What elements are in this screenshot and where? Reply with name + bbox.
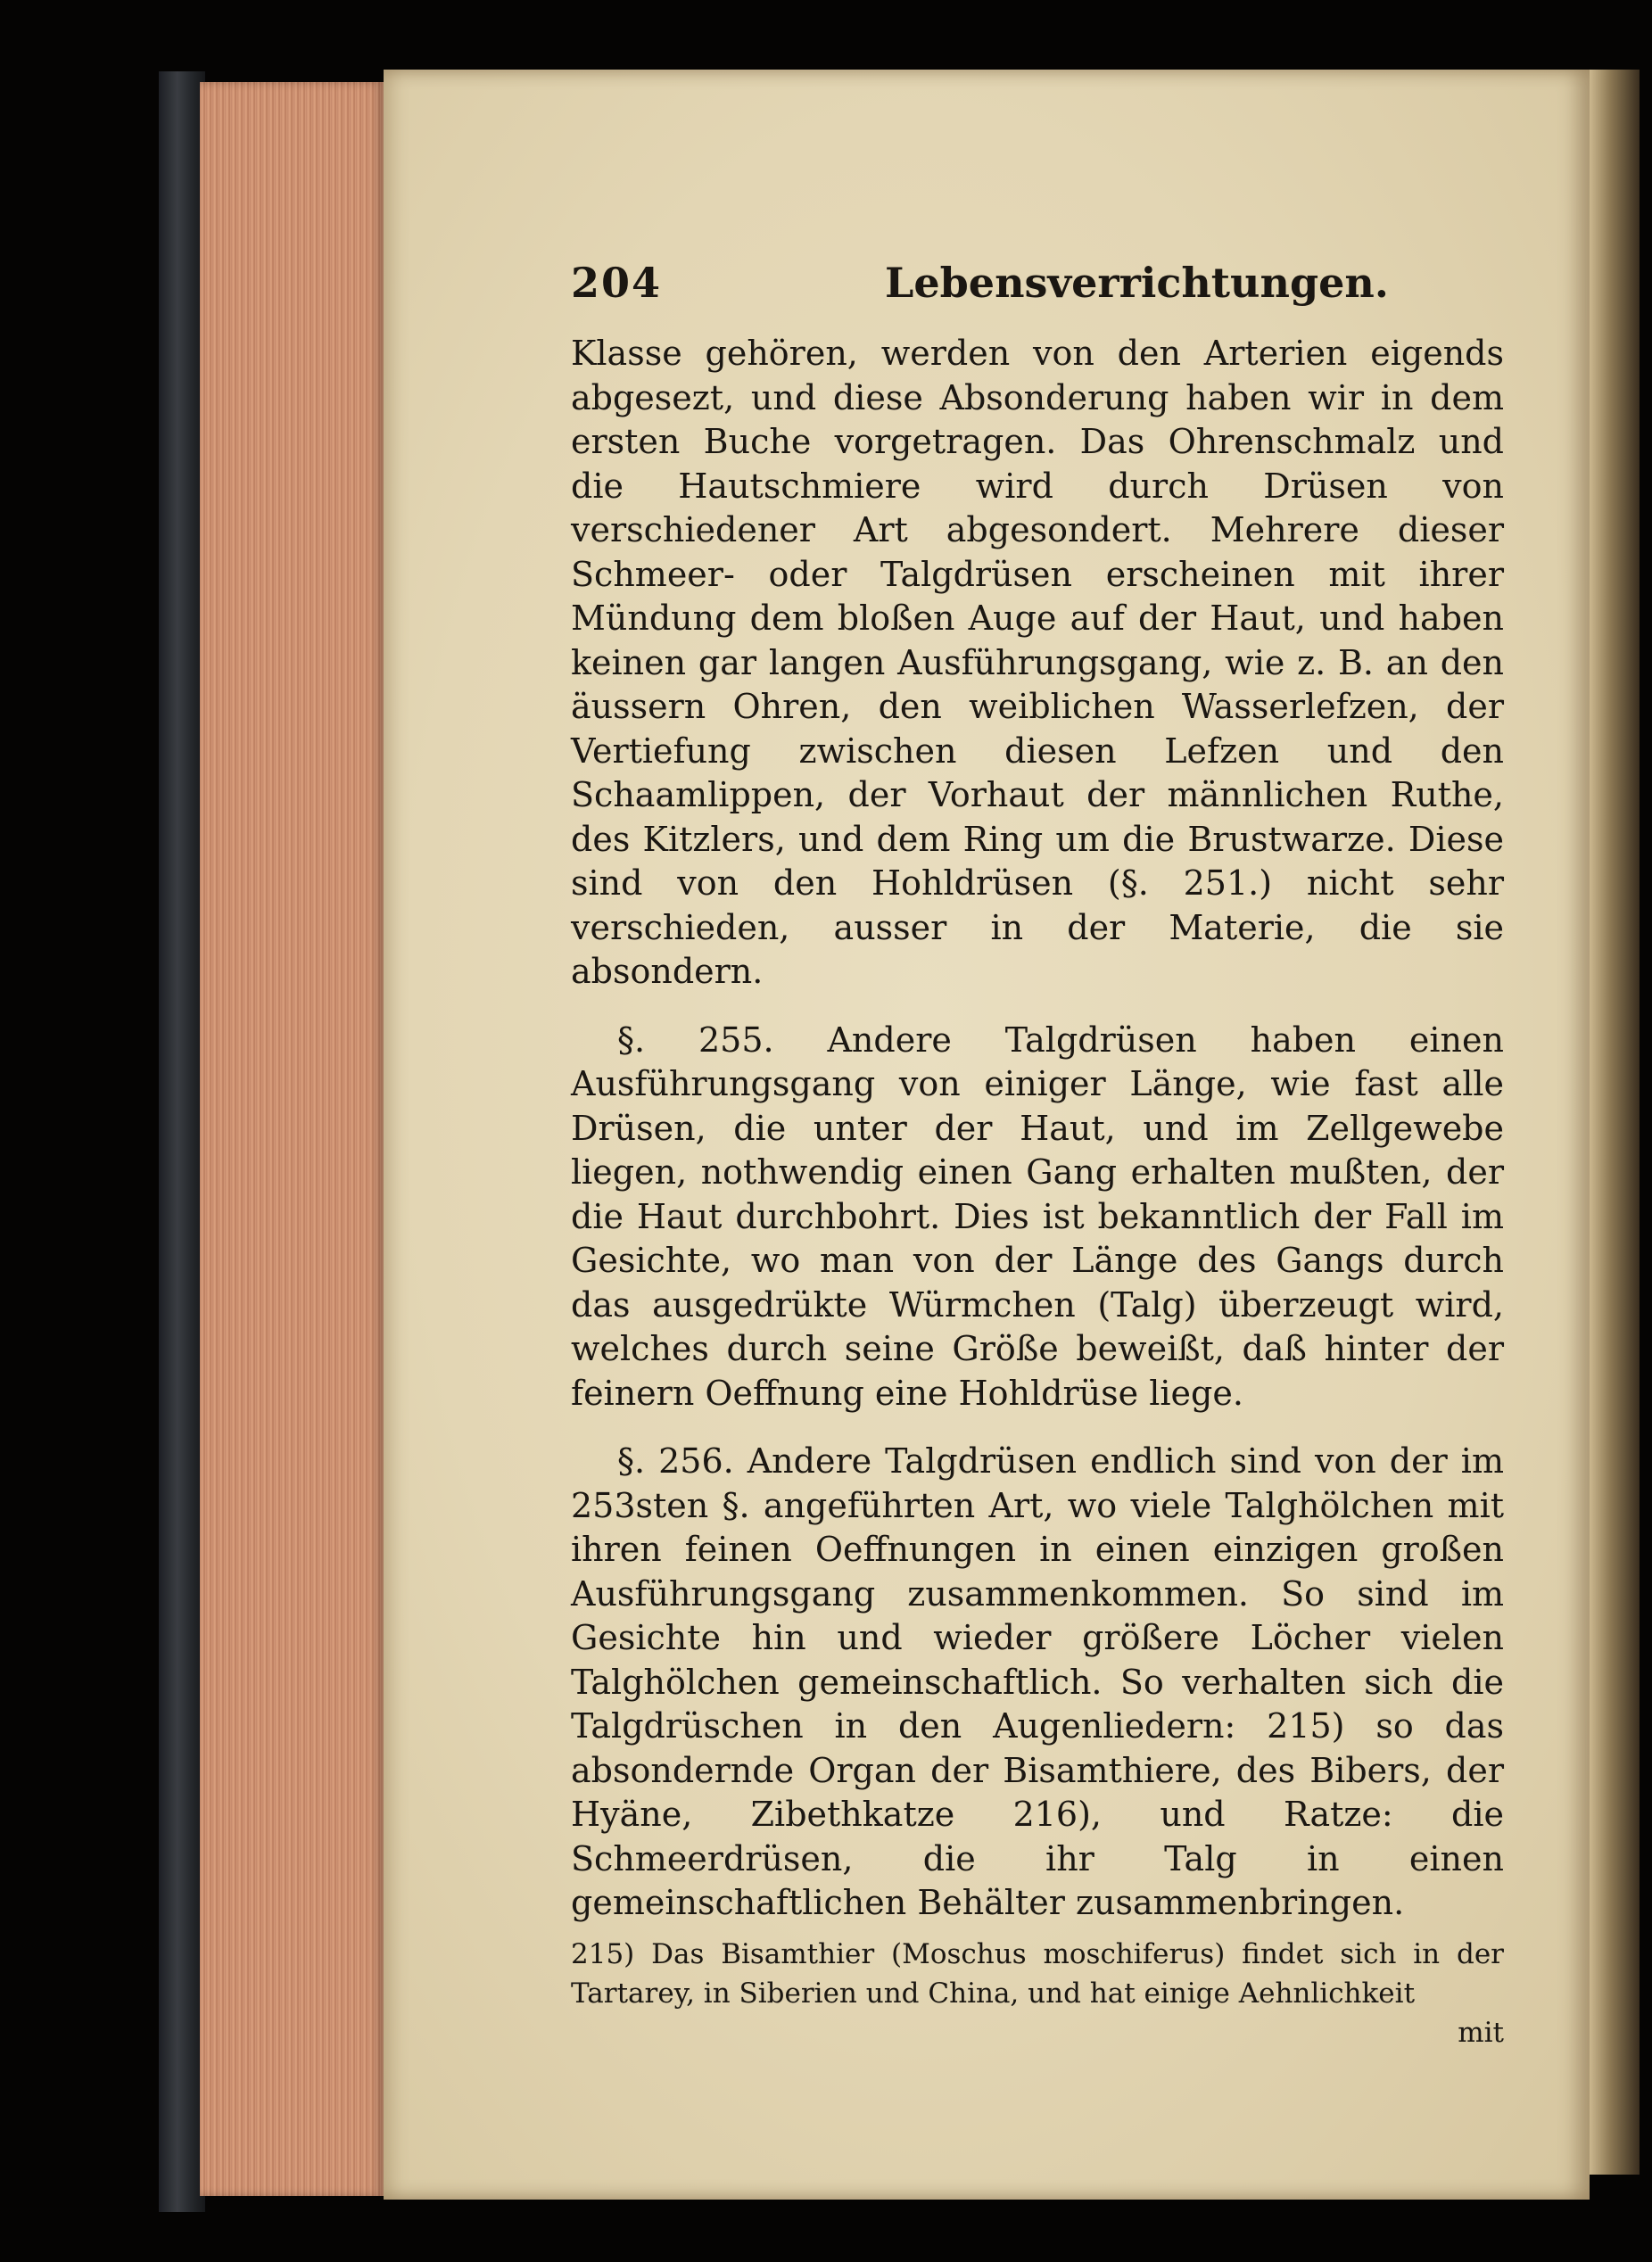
- page-number: 204: [571, 259, 663, 307]
- page-header: [571, 259, 1504, 321]
- paragraph-continuation: Klasse gehören, werden von den Arterien eigends abgesezt, und diese Absonderung haben wir in dem ersten Buche vorgetragen. Das Ohrenschmalz und die Hautschmiere wird durch Drüsen von verschiedener Art abgesondert. Mehrere dieser Schmeer- oder Talgdrüsen erscheinen mit ihrer Mündung dem bloßen Auge auf der Haut, und haben keinen gar langen Ausführungsgang, wie z. B. an den äussern Ohren, den weiblichen Wasserlefzen, der Vertiefung zwischen diesen Lefzen und den Schaamlippen, der Vorhaut der männlichen Ruthe, des Kitzlers, und dem Ring um die Brustwarze. Diese sind von den Hohldrüsen (§. 251.) nicht sehr verschieden, ausser in der Materie, die sie absondern.: [571, 334, 1504, 991]
- catchword: mit: [1458, 2016, 1504, 2049]
- footnote-215: 215) Das Bisamthier (Moschus moschiferus) findet sich in der Tartarey, in Siberien und China, und hat einige Aehnlichkeit: [571, 1937, 1504, 2010]
- book-cover-edge: [159, 71, 205, 2212]
- running-head: Lebensverrichtungen.: [885, 259, 1389, 307]
- paragraph-section-255: §. 255. Andere Talgdrüsen haben einen Ausführungsgang von einiger Länge, wie fast alle Drüsen, die unter der Haut, und im Zellgewebe liegen, nothwendig einen Gang erhalten mußten, der die Haut durchbohrt. Dies ist bekanntlich der Fall im Gesichte, wo man von der Länge des Gangs durch das ausgedrükte Würmchen (Talg) überzeugt wird, welches durch seine Größe beweißt, daß hinter der feinern Oeffnung eine Hohldrüse liege.: [571, 1020, 1504, 1413]
- page-edges: [200, 82, 384, 2196]
- page-content: [571, 259, 1504, 2052]
- paragraph-section-256: §. 256. Andere Talgdrüsen endlich sind von der im 253sten §. angeführten Art, wo viele Talghölchen mit ihren feinen Oeffnungen in einen einzigen großen Ausführungsgang zusammenkommen. So sind im Gesichte hin und wieder größere Löcher vielen Talghölchen gemeinschaftlich. So verhalten sich die Talgdrüschen in den Augenliedern: 215) so das absondernde Organ der Bisamthiere, des Bibers, der Hyäne, Zibethkatze 216), und Ratze: die Schmeerdrüsen, die ihr Talg in einen gemeinschaftlichen Behälter zusammenbringen.: [571, 1441, 1504, 1922]
- book-gutter: [1590, 70, 1640, 2175]
